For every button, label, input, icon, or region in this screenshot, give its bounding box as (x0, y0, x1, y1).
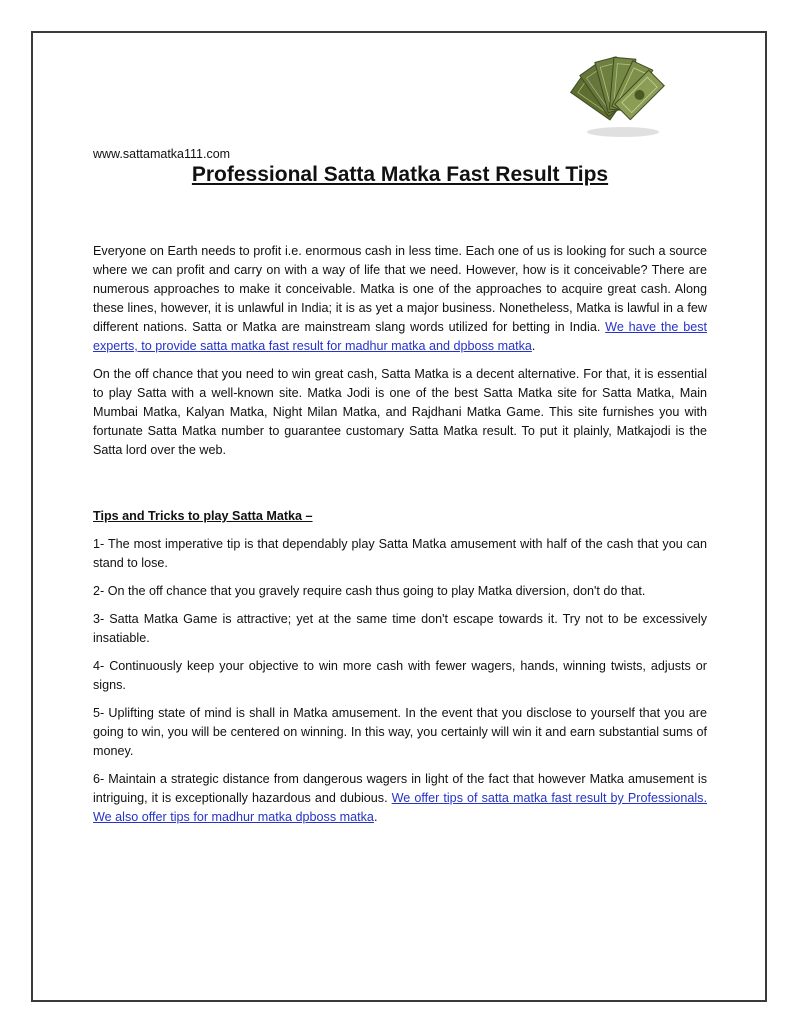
experts-link[interactable]: We have the best experts, to provide satta matka fast result for madhur matka and dpboss matka (93, 320, 707, 353)
tips-offer-link[interactable]: We offer tips of satta matka fast result by Professionals. We also offer tips for madhur matka dpboss matka (93, 791, 707, 824)
tip-item-3: 3- Satta Matka Game is attractive; yet at the same time don't escape towards it. Try not to be excessively insatiable. (93, 612, 707, 645)
tip-item-6-text: 6- Maintain a strategic distance from dangerous wagers in light of the fact that however Matka amusement is intriguing, it is exceptionally hazardous and dubious. (93, 772, 707, 805)
tip-item-4: 4- Continuously keep your objective to win more cash with fewer wagers, hands, winning twists, adjusts or signs. (93, 659, 707, 692)
section-spacer (93, 469, 707, 507)
intro-paragraph-2: On the off chance that you need to win great cash, Satta Matka is a decent alternative. For that, it is essential to play Satta with a well-known site. Matka Jodi is one of the best Satta Matka site for Satta Matka, Main Mumbai Matka, Kalyan Matka, Night Milan Matka, and Rajdhani Matka Game. This site furnishes you with fortunate Satta Matka number to guarantee customary Satta Matka result. To put it plainly, Matkajodi is the Satta lord over the web. (93, 367, 707, 457)
page-title: Professional Satta Matka Fast Result Tips (191, 163, 609, 186)
tip-item-1: 1- The most imperative tip is that dependably play Satta Matka amusement with half of the cash that you can stand to lose. (93, 537, 707, 570)
tips-heading: Tips and Tricks to play Satta Matka – (93, 509, 313, 523)
document-body (93, 242, 707, 836)
tip-item-2: 2- On the off chance that you gravely require cash thus going to play Matka diversion, don't do that. (93, 584, 646, 598)
intro-paragraph-1-text: Everyone on Earth needs to profit i.e. enormous cash in less time. Each one of us is looking for such a source where we can profit and carry on with a way of life that we need. However, how is it conceivable? There are numerous approaches to make it conceivable. Matka is one of the approaches to acquire great cash. Along these lines, however, it is unlawful in India; it is as yet a major business. Nonetheless, Matka is lawful in a few different nations. Satta or Matka are mainstream slang words utilized for betting in India. (93, 244, 707, 334)
intro-paragraph-1-end: . (531, 339, 536, 353)
tip-item-6 (93, 770, 707, 827)
tip-item-5: 5- Uplifting state of mind is shall in Matka amusement. In the event that you disclose to yourself that you are going to win, you will be centered on winning. In this way, you certainly will win it and earn substantial sums of money. (93, 706, 707, 758)
intro-paragraph-1 (93, 242, 707, 356)
website-url: www.sattamatka111.com (93, 147, 231, 161)
tip-item-6-end: . (373, 810, 378, 824)
money-fan-icon (557, 52, 682, 140)
